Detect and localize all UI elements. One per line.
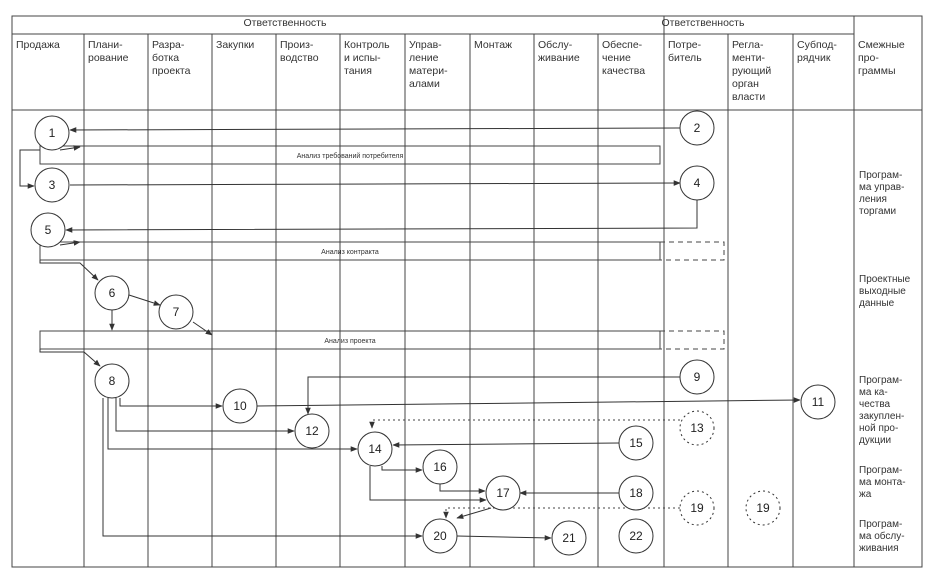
flow-arrow [308,377,680,414]
flow-arrow [257,400,800,406]
flow-arrow [193,322,212,335]
node-22 [619,519,653,553]
node-number: 21 [562,531,576,545]
flow-arrow [457,536,551,538]
node-number: 19 [756,501,770,515]
flow-arrow [382,466,422,470]
node-14 [358,432,392,466]
node-number: 17 [496,486,510,500]
column-header-quality: Обеспе-чение качества [602,39,646,77]
node-12 [295,414,329,448]
column-header-consumer: Потре-битель [668,39,702,64]
column-header-design: Разра-ботка проекта [152,39,191,77]
node-number: 19 [690,501,704,515]
node-13 [680,411,714,445]
node-number: 12 [305,424,319,438]
flow-arrow [103,398,422,536]
bar-extension-dashed [660,242,724,260]
flow-arrow [457,508,491,518]
node-3 [35,168,69,202]
column-header-planning: Плани-рование [88,39,129,64]
column-header-regulator: Регла-менти-рующий орган власти [732,39,772,103]
node-number: 6 [108,286,116,300]
responsibility-group-label-left: Ответственность [243,17,327,29]
bar-label-customer-requirements-review: Анализ требований потребителя [296,153,404,160]
node-11 [801,385,835,419]
node-number: 13 [690,421,704,435]
node-number: 4 [693,176,701,190]
related-program: Програм-ма монта-жа [859,465,906,500]
column-header-subcontractor: Субпод-рядчик [797,39,837,64]
column-header-assembly: Монтаж [474,39,513,51]
flow-arrow [66,200,697,230]
flow-arrow [129,295,160,305]
node-number: 14 [368,442,382,456]
flow-arrow [440,484,485,491]
node-number: 18 [629,486,643,500]
flow-arrow [120,398,222,406]
table-header [16,17,905,103]
node-number: 10 [233,399,247,413]
node-number: 11 [811,395,825,409]
flow-arrow [40,349,100,366]
dotted-link [446,508,680,518]
bar-label-design-review: Анализ проекта [324,338,376,345]
related-program: Проектные выходные данные [859,274,911,309]
node-number: 3 [48,178,56,192]
node-9 [680,360,714,394]
node-6 [95,276,129,310]
column-header-service: Обслу-живание [538,39,580,64]
node-number: 8 [108,374,116,388]
bar-extension-dashed [660,331,724,349]
review-bars [40,146,724,349]
node-17 [486,476,520,510]
column-header-production: Произ-водство [280,39,319,64]
node-8 [95,364,129,398]
bar-label-contract-review: Анализ контракта [321,249,379,256]
node-2 [680,111,714,145]
node-number: 9 [693,370,701,384]
column-header-purchasing: Закупки [216,39,255,51]
node-15 [619,426,653,460]
flow-arrow [60,147,80,150]
node-number: 2 [693,121,701,135]
column-header-sales: Продажа [16,39,60,51]
node-number: 1 [48,126,56,140]
related-program: Програм-ма ка-чества закуплен-ной про-дукции [859,375,905,446]
flow-arrow [70,128,680,130]
node-number: 5 [44,223,52,237]
column-header-related: Смежные про-граммы [858,39,905,77]
node-5 [31,213,65,247]
node-number: 7 [172,305,180,319]
process-nodes [31,111,835,555]
node-7 [159,295,193,329]
column-header-materials: Управ-ление матери-алами [409,39,448,90]
related-programs-column [859,170,911,554]
node-number: 15 [629,436,643,450]
node-18 [619,476,653,510]
node-number: 22 [629,529,643,543]
node-20 [423,519,457,553]
flow-arrow [40,260,98,280]
node-16 [423,450,457,484]
table-grid [12,16,922,567]
node-21 [552,521,586,555]
related-program: Програм-ма обслу-живания [859,519,905,554]
node-number: 16 [433,460,447,474]
node-4 [680,166,714,200]
related-program: Програм-ма управ-ления торгами [859,170,905,217]
node-number: 20 [433,529,447,543]
column-header-testing: Контроль и испы-тания [344,39,390,77]
node-19 [680,491,714,525]
flow-arrow [70,183,680,185]
node-1 [35,116,69,150]
responsibility-group-label-right: Ответственность [661,17,745,29]
flow-arrow [116,398,294,431]
node-19 [746,491,780,525]
node-10 [223,389,257,423]
flow-arrow [393,443,619,445]
